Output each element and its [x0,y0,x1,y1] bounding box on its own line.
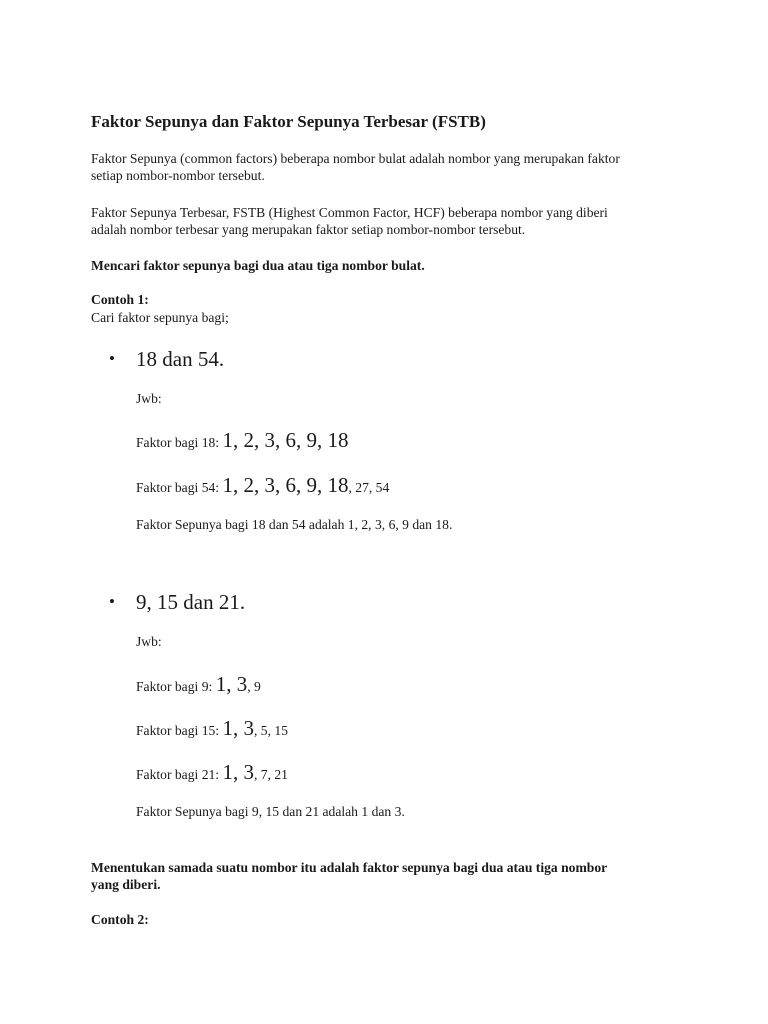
q2-factors-21-common-values: 1, 3 [222,760,254,784]
q2-factors-15-common-values: 1, 3 [222,716,254,740]
q1-factors-54-other-values: , 27, 54 [348,480,390,495]
q2-factors-21-other-values: , 7, 21 [253,767,288,782]
q1-conclusion: Faktor Sepunya bagi 18 dan 54 adalah 1, 2, 3, 6, 9 dan 18. [136,517,453,532]
intro-2-line-1: Faktor Sepunya Terbesar, FSTB (Highest Common Factor, HCF) beberapa nombor yang diberi [91,205,608,220]
intro-paragraph-common-factors [91,150,677,184]
q2-factors-21 [136,760,288,785]
section-heading-2 [91,859,677,893]
bullet-icon: • [109,592,115,611]
q1-factors-18 [136,428,348,453]
intro-1-line-2: setiap nombor-nombor tersebut. [91,168,265,183]
intro-1-line-1: Faktor Sepunya (common factors) beberapa nombor bulat adalah nombor yang merupakan faktor [91,151,620,166]
q1-factors-54-label: Faktor bagi 54: [136,480,220,495]
q1-factors-54-common-values: 1, 2, 3, 6, 9, 18 [222,473,349,497]
section-heading-1: Mencari faktor sepunya bagi dua atau tiga nombor bulat. [91,258,425,273]
question-2-text: 9, 15 dan 21. [136,590,246,614]
heading-2-line-2: yang diberi. [91,877,161,892]
bullet-icon: • [109,349,115,368]
q2-factors-21-label: Faktor bagi 21: [136,767,220,782]
q2-factors-15-label: Faktor bagi 15: [136,723,220,738]
document-title: Faktor Sepunya dan Faktor Sepunya Terbesar (FSTB) [91,112,486,131]
q2-factors-15 [136,716,288,741]
q1-factors-18-label: Faktor bagi 18: [136,435,220,450]
q2-jwb: Jwb: [136,634,162,649]
example-1-label: Contoh 1: [91,292,149,307]
q2-factors-15-other-values: , 5, 15 [253,723,288,738]
q1-factors-54 [136,473,389,498]
question-2 [109,590,245,615]
q2-factors-9 [136,672,261,697]
intro-2-line-2: adalah nombor terbesar yang merupakan faktor setiap nombor-nombor tersebut. [91,222,526,237]
question-1 [109,347,224,372]
q2-factors-9-label: Faktor bagi 9: [136,679,213,694]
example-1-prompt: Cari faktor sepunya bagi; [91,310,229,325]
q1-jwb: Jwb: [136,391,162,406]
example-2-label: Contoh 2: [91,912,149,927]
q2-conclusion: Faktor Sepunya bagi 9, 15 dan 21 adalah 1 dan 3. [136,804,405,819]
q2-factors-9-other-values: , 9 [247,679,261,694]
question-1-text: 18 dan 54. [136,347,225,371]
intro-paragraph-hcf [91,204,677,238]
q1-factors-18-values: 1, 2, 3, 6, 9, 18 [222,428,349,452]
q2-factors-9-common-values: 1, 3 [215,672,248,696]
heading-2-line-1: Menentukan samada suatu nombor itu adalah faktor sepunya bagi dua atau tiga nombor [91,860,608,875]
